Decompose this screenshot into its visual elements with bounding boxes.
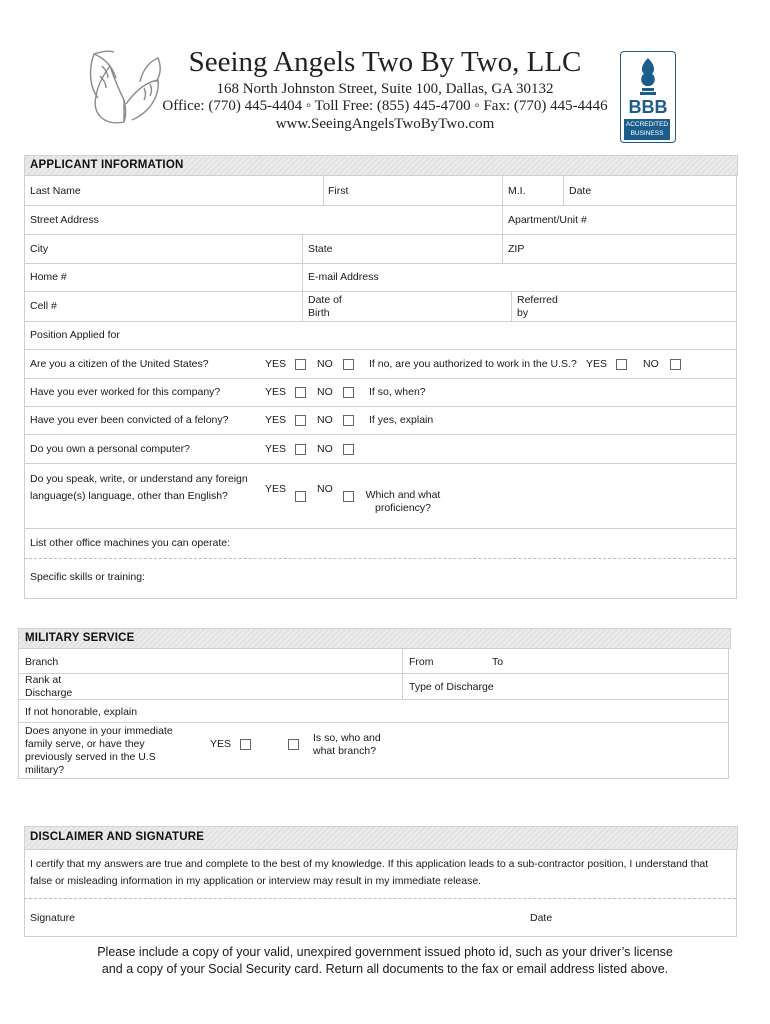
bbb-accredited-badge	[620, 51, 676, 143]
state-field[interactable]: State	[308, 243, 333, 255]
cell-phone-field[interactable]: Cell #	[30, 300, 57, 312]
apartment-field[interactable]: Apartment/Unit #	[508, 214, 587, 226]
question-felony: Have you ever been convicted of a felony?	[30, 414, 229, 426]
family-served-no-checkbox[interactable]	[288, 739, 299, 750]
authorized-no-label: NO	[643, 358, 659, 370]
signature-field[interactable]: Signature	[30, 912, 75, 924]
computer-yes-checkbox[interactable]	[295, 444, 306, 455]
language-yes-checkbox[interactable]	[295, 491, 306, 502]
authorized-yes-label: YES	[586, 358, 608, 370]
zip-field[interactable]: ZIP	[508, 243, 525, 255]
footer-note-line2: and a copy of your Social Security card. Return all documents to the fax or email address listed above.	[101, 962, 669, 976]
felony-yes-checkbox[interactable]	[295, 415, 306, 426]
rank-at-discharge-field[interactable]: Rank at Discharge	[25, 674, 73, 699]
service-from-field[interactable]: From	[409, 656, 434, 668]
type-of-discharge-field[interactable]: Type of Discharge	[409, 681, 494, 693]
service-to-field[interactable]: To	[492, 656, 504, 668]
disclaimer-text: I certify that my answers are true and complete to the best of my knowledge. If this application leads to a sub-contractor position, I understand that false or misleading information in my application or interview may result in my immediate release.	[30, 858, 709, 887]
not-honorable-explain-field[interactable]: If not honorable, explain	[25, 706, 138, 718]
branch-field[interactable]: Branch	[25, 656, 59, 668]
question-citizen: Are you a citizen of the United States?	[30, 358, 209, 370]
worked-yes-checkbox[interactable]	[295, 387, 306, 398]
first-name-field[interactable]: First	[328, 185, 349, 197]
citizen-yes-label: YES	[265, 358, 287, 370]
skills-training-field[interactable]: Specific skills or training:	[30, 571, 145, 583]
felony-no-checkbox[interactable]	[343, 415, 354, 426]
language-no-label: NO	[317, 483, 333, 495]
citizen-no-label: NO	[317, 358, 333, 370]
office-machines-field[interactable]: List other office machines you can operate:	[30, 537, 231, 549]
computer-no-checkbox[interactable]	[343, 444, 354, 455]
language-no-checkbox[interactable]	[343, 491, 354, 502]
citizen-yes-checkbox[interactable]	[295, 359, 306, 370]
bbb-letters: BBB	[628, 97, 668, 117]
company-address: 168 North Johnston Street, Suite 100, Dallas, GA 30132	[216, 81, 554, 97]
military-section-title: MILITARY SERVICE	[25, 632, 135, 644]
bbb-torch-icon	[634, 56, 662, 96]
last-name-field[interactable]: Last Name	[30, 185, 81, 197]
citizen-no-checkbox[interactable]	[343, 359, 354, 370]
worked-when-field[interactable]: If so, when?	[369, 386, 426, 398]
company-phones: Office: (770) 445-4404 ◦ Toll Free: (855) 445-4700 ◦ Fax: (770) 445-4446	[162, 98, 608, 114]
middle-initial-field[interactable]: M.I.	[508, 185, 526, 197]
city-field[interactable]: City	[30, 243, 49, 255]
computer-no-label: NO	[317, 443, 333, 455]
home-phone-field[interactable]: Home #	[30, 271, 67, 283]
bbb-caption-line1: ACCREDITED	[625, 121, 669, 128]
family-served-yes-checkbox[interactable]	[240, 739, 251, 750]
bbb-caption-line2: BUSINESS	[630, 130, 664, 137]
position-applied-field[interactable]: Position Applied for	[30, 329, 120, 341]
language-yes-label: YES	[265, 483, 287, 495]
date-of-birth-field[interactable]: Date of Birth	[308, 294, 342, 319]
footer-note-line1: Please include a copy of your valid, unexpired government issued photo id, such as your driver’s license	[97, 945, 673, 959]
company-website: www.SeeingAngelsTwoByTwo.com	[275, 116, 495, 132]
language-proficiency-field[interactable]: Which and what proficiency?	[365, 489, 441, 514]
authorized-no-checkbox[interactable]	[670, 359, 681, 370]
disclaimer-section-title: DISCLAIMER AND SIGNATURE	[30, 831, 205, 843]
felony-no-label: NO	[317, 414, 333, 426]
family-served-question: Does anyone in your immediate family serve, or have they previously served in the U.S military?	[25, 725, 173, 776]
referred-by-field[interactable]: Referred by	[517, 294, 558, 319]
signature-date-field[interactable]: Date	[530, 912, 553, 924]
authorized-yes-checkbox[interactable]	[616, 359, 627, 370]
bbb-caption	[624, 119, 670, 140]
date-field[interactable]: Date	[569, 185, 592, 197]
worked-no-label: NO	[317, 386, 333, 398]
question-authorized: If no, are you authorized to work in the U.S.?	[369, 358, 577, 370]
question-foreign-language: Do you speak, write, or understand any foreign language(s) language, other than English?	[30, 473, 248, 502]
applicant-section-title: APPLICANT INFORMATION	[30, 159, 184, 171]
felony-explain-field[interactable]: If yes, explain	[369, 414, 434, 426]
computer-yes-label: YES	[265, 443, 287, 455]
felony-yes-label: YES	[265, 414, 287, 426]
street-address-field[interactable]: Street Address	[30, 214, 99, 226]
worked-no-checkbox[interactable]	[343, 387, 354, 398]
email-field[interactable]: E-mail Address	[308, 271, 379, 283]
family-served-yes-label: YES	[210, 738, 232, 750]
worked-yes-label: YES	[265, 386, 287, 398]
question-computer: Do you own a personal computer?	[30, 443, 190, 455]
question-worked-before: Have you ever worked for this company?	[30, 386, 221, 398]
company-name: Seeing Angels Two By Two, LLC	[188, 46, 582, 78]
family-who-branch-field[interactable]: Is so, who and what branch?	[313, 732, 381, 757]
